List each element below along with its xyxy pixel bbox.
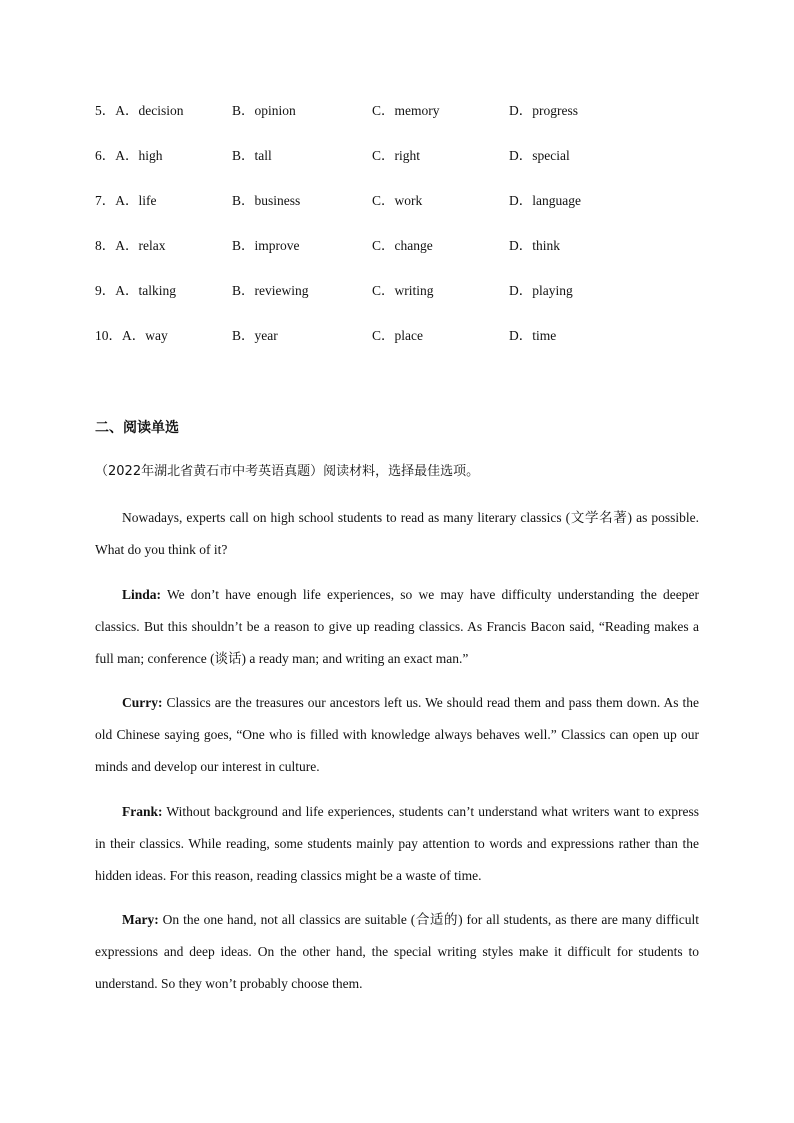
option-a: 8．A．relax [95, 238, 166, 253]
question-row-10 [95, 326, 705, 371]
option-c: C．right [372, 148, 421, 163]
speaker-name: Mary: [122, 912, 159, 927]
option-a: 9．A．talking [95, 283, 176, 298]
option-a: 6．A．high [95, 148, 163, 163]
option-c: C．memory [372, 103, 440, 118]
passage-curry [95, 687, 699, 783]
option-d: D．language [509, 193, 581, 208]
passage-mary [95, 904, 699, 1000]
question-row-7 [95, 191, 705, 236]
passage-intro: Nowadays, experts call on high school students to read as many literary classics (文学名著) as possible. What do you think of it? [95, 510, 699, 557]
option-d: D．think [509, 238, 561, 253]
option-b: B．tall [232, 148, 272, 163]
passage-frank [95, 796, 699, 892]
speaker-name: Linda: [122, 587, 162, 602]
section-heading: 二、阅读单选 [95, 420, 179, 436]
speaker-name: Frank: [122, 804, 163, 819]
option-a: 7．A．life [95, 193, 157, 208]
question-row-5 [95, 101, 705, 146]
option-c: C．work [372, 193, 423, 208]
option-c: C．change [372, 238, 433, 253]
speaker-text: On the one hand, not all classics are suitable (合适的) for all students, as there are many difficult expressions and deep ideas. On the other hand, the special writing styles make it difficult for students to understand. So they won’t probably choose them. [95, 912, 699, 991]
option-d: D．progress [509, 103, 578, 118]
option-a: 10．A．way [95, 328, 168, 343]
passage-linda [95, 579, 699, 675]
option-c: C．place [372, 328, 423, 343]
option-c: C．writing [372, 283, 434, 298]
question-row-9 [95, 281, 705, 326]
option-b: B．business [232, 193, 301, 208]
option-b: B．improve [232, 238, 300, 253]
option-d: D．playing [509, 283, 573, 298]
question-row-6 [95, 146, 705, 191]
speaker-name: Curry: [122, 695, 163, 710]
answer-options-table [95, 101, 705, 371]
question-row-8 [95, 236, 705, 281]
option-d: D．special [509, 148, 570, 163]
option-b: B．reviewing [232, 283, 309, 298]
question-source: （2022年湖北省黄石市中考英语真题）阅读材料，选择最佳选项。 [95, 464, 480, 479]
option-a: 5．A．decision [95, 103, 184, 118]
option-b: B．opinion [232, 103, 296, 118]
option-d: D．time [509, 328, 557, 343]
option-b: B．year [232, 328, 278, 343]
speaker-text: Classics are the treasures our ancestors left us. We should read them and pass them down. As the old Chinese saying goes, “One who is filled with knowledge always behaves well.” Classics can open up our minds and develop our interest in culture. [95, 695, 699, 774]
speaker-text: We don’t have enough life experiences, so we may have difficulty understanding the deeper classics. But this shouldn’t be a reason to give up reading classics. As Francis Bacon said, “Reading makes a full man; conference (谈话) a ready man; and writing an exact man.” [95, 587, 699, 666]
speaker-text: Without background and life experiences, students can’t understand what writers want to express in their classics. While reading, some students mainly pay attention to words and expressions rather than the hidden ideas. For this reason, reading classics might be a waste of time. [95, 804, 699, 883]
